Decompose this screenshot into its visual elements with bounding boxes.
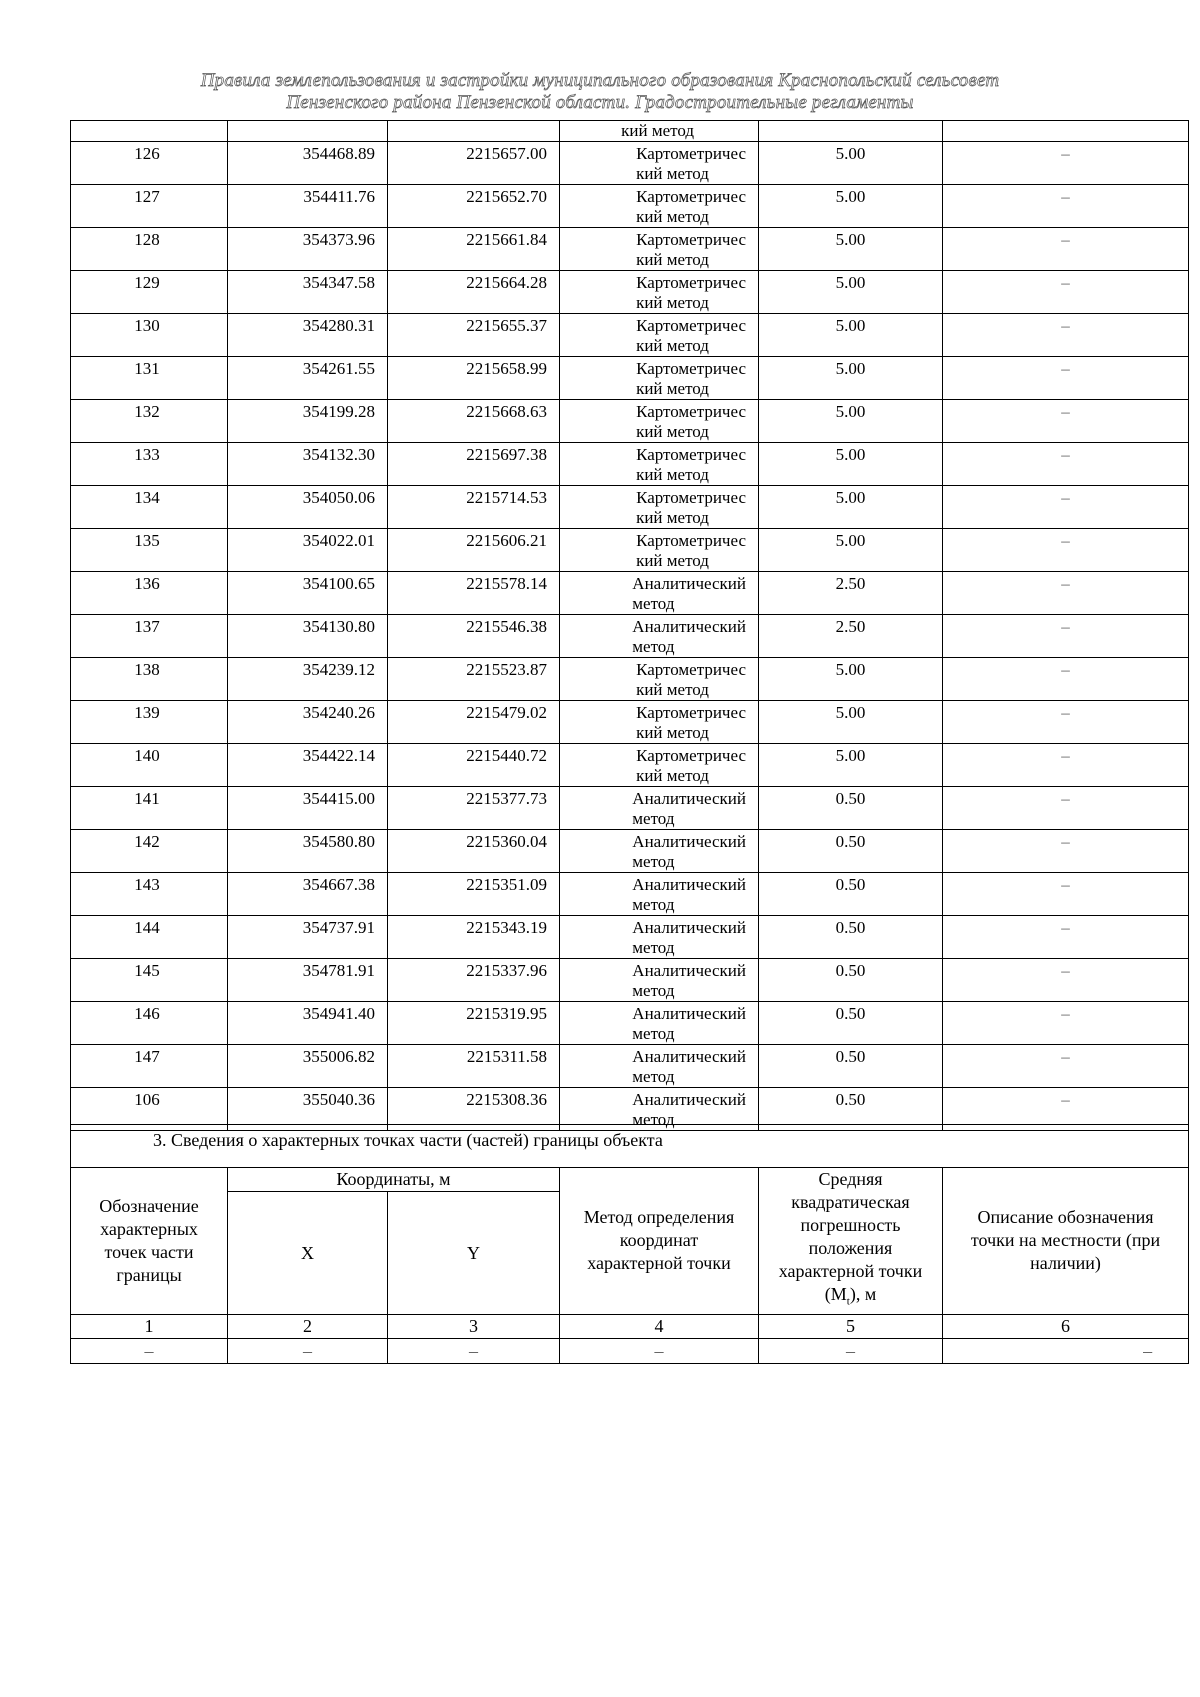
- header-row: [71, 1168, 1189, 1192]
- method-line-2: метод: [632, 809, 675, 828]
- position-error: 5.00: [759, 529, 943, 572]
- method: [560, 400, 759, 443]
- position-error: 0.50: [759, 873, 943, 916]
- method-line-1: Аналитический: [632, 1004, 746, 1023]
- point-description: –: [943, 1045, 1189, 1088]
- method-line-2: метод: [632, 895, 675, 914]
- method: [560, 271, 759, 314]
- method: [560, 1045, 759, 1088]
- method-line-1: Картометричес: [636, 445, 746, 464]
- method-line-2: кий метод: [636, 508, 709, 527]
- point-description: –: [943, 873, 1189, 916]
- coord-y: 2215668.63: [388, 400, 560, 443]
- coord-y: 2215319.95: [388, 1002, 560, 1045]
- col-error: Средняя квадратическая погрешность положения характерной точки $(M_t)$, м: [759, 1168, 943, 1315]
- point-description: –: [943, 830, 1189, 873]
- coord-y: 2215360.04: [388, 830, 560, 873]
- coord-x: 355040.36: [228, 1088, 388, 1131]
- method-line-1: Картометричес: [636, 144, 746, 163]
- table-row: [71, 873, 1189, 916]
- position-error: 5.00: [759, 228, 943, 271]
- method-line-1: Аналитический: [632, 875, 746, 894]
- table-row: [71, 400, 1189, 443]
- point-description: –: [943, 701, 1189, 744]
- method-line-2: кий метод: [636, 551, 709, 570]
- point-number: 144: [71, 916, 228, 959]
- coord-y: 2215343.19: [388, 916, 560, 959]
- method-line-1: Картометричес: [636, 703, 746, 722]
- method-line-2: метод: [632, 852, 675, 871]
- coord-x: 355006.82: [228, 1045, 388, 1088]
- method-line-2: кий метод: [636, 723, 709, 742]
- method-line-1: Картометричес: [636, 660, 746, 679]
- point-description: –: [943, 658, 1189, 701]
- point-number: 136: [71, 572, 228, 615]
- coord-y: 2215578.14: [388, 572, 560, 615]
- point-number: 141: [71, 787, 228, 830]
- point-description: –: [943, 357, 1189, 400]
- method-line-2: метод: [632, 1110, 675, 1129]
- table-row: [71, 529, 1189, 572]
- table-row: [71, 357, 1189, 400]
- table-row: [71, 271, 1189, 314]
- col-method: Метод определения координат характерной точки: [560, 1168, 759, 1315]
- method-line-2: метод: [632, 594, 675, 613]
- coord-y: 2215311.58: [388, 1045, 560, 1088]
- point-number: 135: [71, 529, 228, 572]
- point-description: –: [943, 1088, 1189, 1131]
- coord-y: 2215652.70: [388, 185, 560, 228]
- point-number: 145: [71, 959, 228, 1002]
- method: [560, 744, 759, 787]
- coord-x: 354667.38: [228, 873, 388, 916]
- position-error: 2.50: [759, 615, 943, 658]
- table-row: [71, 1002, 1189, 1045]
- coord-y: 2215657.00: [388, 142, 560, 185]
- table-row: [71, 185, 1189, 228]
- col-y: Y: [388, 1192, 560, 1314]
- empty-data-row: – – – – – –: [71, 1338, 1189, 1363]
- method-line-2: кий метод: [636, 164, 709, 183]
- point-number: 146: [71, 1002, 228, 1045]
- table-row: [71, 615, 1189, 658]
- section-title: 3. Сведения о характерных точках части (частей) границы объекта: [71, 1125, 1189, 1168]
- method: [560, 830, 759, 873]
- table-row: [71, 959, 1189, 1002]
- table-row: [71, 142, 1189, 185]
- point-description: –: [943, 787, 1189, 830]
- coord-y: 2215546.38: [388, 615, 560, 658]
- method: [560, 443, 759, 486]
- table-row: [71, 787, 1189, 830]
- table-row: [71, 228, 1189, 271]
- coord-x: 354199.28: [228, 400, 388, 443]
- point-number: 147: [71, 1045, 228, 1088]
- point-description: –: [943, 615, 1189, 658]
- coord-x: 354022.01: [228, 529, 388, 572]
- position-error: 0.50: [759, 830, 943, 873]
- method: [560, 916, 759, 959]
- method-line-2: кий метод: [636, 293, 709, 312]
- column-numbers-row: 1 2 3 4 5 6: [71, 1314, 1189, 1338]
- point-description: –: [943, 486, 1189, 529]
- boundary-points-table: [70, 120, 1189, 1131]
- method-line-1: Аналитический: [632, 789, 746, 808]
- method-line-2: метод: [632, 1024, 675, 1043]
- point-number: 128: [71, 228, 228, 271]
- coord-y: 2215308.36: [388, 1088, 560, 1131]
- position-error: 5.00: [759, 400, 943, 443]
- method-line-1: Аналитический: [632, 961, 746, 980]
- coord-x: 354373.96: [228, 228, 388, 271]
- point-description: –: [943, 744, 1189, 787]
- point-description: –: [943, 185, 1189, 228]
- method: [560, 959, 759, 1002]
- method: [560, 658, 759, 701]
- coord-y: 2215664.28: [388, 271, 560, 314]
- point-number: 138: [71, 658, 228, 701]
- method-line-1: Аналитический: [632, 617, 746, 636]
- point-description: –: [943, 142, 1189, 185]
- coord-x: 354132.30: [228, 443, 388, 486]
- coord-y: 2215479.02: [388, 701, 560, 744]
- col-description: Описание обозначения точки на местности (при наличии): [943, 1168, 1189, 1315]
- coord-x: 354411.76: [228, 185, 388, 228]
- coord-y: 2215661.84: [388, 228, 560, 271]
- method: [560, 142, 759, 185]
- point-description: –: [943, 916, 1189, 959]
- coord-x: 354347.58: [228, 271, 388, 314]
- point-number: 127: [71, 185, 228, 228]
- method: [560, 314, 759, 357]
- point-number: 139: [71, 701, 228, 744]
- point-number: 126: [71, 142, 228, 185]
- method-line-1: Картометричес: [636, 488, 746, 507]
- header-line-2: Пензенского района Пензенской области. Градостроительные регламенты: [286, 92, 914, 113]
- position-error: 5.00: [759, 443, 943, 486]
- method-line-2: кий метод: [636, 250, 709, 269]
- method: [560, 357, 759, 400]
- point-description: –: [943, 228, 1189, 271]
- position-error: 0.50: [759, 1045, 943, 1088]
- method: [560, 787, 759, 830]
- table-row: [71, 916, 1189, 959]
- coord-x: 354280.31: [228, 314, 388, 357]
- method-line-1: Аналитический: [632, 1090, 746, 1109]
- coord-y: 2215606.21: [388, 529, 560, 572]
- table-row: [71, 314, 1189, 357]
- method-line-2: метод: [632, 637, 675, 656]
- method-line-1: Аналитический: [632, 832, 746, 851]
- method: [560, 529, 759, 572]
- coord-y: 2215351.09: [388, 873, 560, 916]
- coord-x: 354941.40: [228, 1002, 388, 1045]
- table-row: [71, 744, 1189, 787]
- point-number: 130: [71, 314, 228, 357]
- method: [560, 701, 759, 744]
- table-row: [71, 658, 1189, 701]
- position-error: 0.50: [759, 1002, 943, 1045]
- point-number: 134: [71, 486, 228, 529]
- method: [560, 615, 759, 658]
- point-description: –: [943, 1002, 1189, 1045]
- position-error: 5.00: [759, 486, 943, 529]
- table-row: [71, 701, 1189, 744]
- position-error: 5.00: [759, 744, 943, 787]
- coord-y: 2215440.72: [388, 744, 560, 787]
- part-boundary-points-table: [70, 1124, 1189, 1364]
- method-line-1: Аналитический: [632, 918, 746, 937]
- method: [560, 873, 759, 916]
- coord-x: 354415.00: [228, 787, 388, 830]
- method: [560, 1002, 759, 1045]
- position-error: 0.50: [759, 787, 943, 830]
- method-line-2: метод: [632, 938, 675, 957]
- col-x: X: [228, 1192, 388, 1314]
- coord-x: 354580.80: [228, 830, 388, 873]
- position-error: 0.50: [759, 916, 943, 959]
- method-line-1: Картометричес: [636, 230, 746, 249]
- method-line-2: кий метод: [636, 422, 709, 441]
- position-error: 5.00: [759, 314, 943, 357]
- point-description: –: [943, 271, 1189, 314]
- method-line-1: Картометричес: [636, 316, 746, 335]
- coord-x: 354100.65: [228, 572, 388, 615]
- method: [560, 572, 759, 615]
- method: [560, 486, 759, 529]
- position-error: 5.00: [759, 658, 943, 701]
- coord-x: 354737.91: [228, 916, 388, 959]
- position-error: 5.00: [759, 357, 943, 400]
- position-error: 5.00: [759, 185, 943, 228]
- point-number: 129: [71, 271, 228, 314]
- method-line-2: кий метод: [636, 336, 709, 355]
- coord-x: 354422.14: [228, 744, 388, 787]
- method-continuation: кий метод: [621, 121, 694, 140]
- method-line-1: Картометричес: [636, 359, 746, 378]
- table-row: [71, 121, 1189, 142]
- point-number: 142: [71, 830, 228, 873]
- col-coords: Координаты, м: [228, 1168, 560, 1192]
- coord-y: 2215523.87: [388, 658, 560, 701]
- method-line-2: кий метод: [636, 680, 709, 699]
- table-row: [71, 830, 1189, 873]
- point-number: 132: [71, 400, 228, 443]
- point-description: –: [943, 572, 1189, 615]
- position-error: 5.00: [759, 701, 943, 744]
- method: [560, 228, 759, 271]
- method-line-1: Картометричес: [636, 187, 746, 206]
- coord-y: 2215377.73: [388, 787, 560, 830]
- table-row: [71, 1045, 1189, 1088]
- method-line-1: Аналитический: [632, 574, 746, 593]
- point-number: 131: [71, 357, 228, 400]
- method-line-1: Картометричес: [636, 402, 746, 421]
- coord-x: 354130.80: [228, 615, 388, 658]
- coord-x: 354050.06: [228, 486, 388, 529]
- method-line-1: Аналитический: [632, 1047, 746, 1066]
- point-number: 143: [71, 873, 228, 916]
- point-description: –: [943, 314, 1189, 357]
- point-description: –: [943, 400, 1189, 443]
- method-line-1: Картометричес: [636, 273, 746, 292]
- page-header: [0, 70, 1200, 114]
- method-line-2: кий метод: [636, 379, 709, 398]
- table-row: [71, 572, 1189, 615]
- method: [560, 185, 759, 228]
- table-row: [71, 443, 1189, 486]
- point-number: 140: [71, 744, 228, 787]
- col-designation: Обозначение характерных точек части границы: [71, 1168, 228, 1315]
- method-line-1: Картометричес: [636, 746, 746, 765]
- header-line-1: Правила землепользования и застройки муниципального образования Краснопольский сельсовет: [200, 70, 1000, 91]
- coord-x: 354468.89: [228, 142, 388, 185]
- method-line-2: кий метод: [636, 766, 709, 785]
- section-title-row: [71, 1125, 1189, 1168]
- coord-y: 2215337.96: [388, 959, 560, 1002]
- coord-y: 2215697.38: [388, 443, 560, 486]
- method-line-2: кий метод: [636, 207, 709, 226]
- method-line-2: метод: [632, 1067, 675, 1086]
- point-number: 106: [71, 1088, 228, 1131]
- position-error: 5.00: [759, 271, 943, 314]
- method-line-2: метод: [632, 981, 675, 1000]
- coord-x: 354261.55: [228, 357, 388, 400]
- point-description: –: [943, 529, 1189, 572]
- method-line-1: Картометричес: [636, 531, 746, 550]
- position-error: 5.00: [759, 142, 943, 185]
- position-error: 0.50: [759, 959, 943, 1002]
- coord-y: 2215658.99: [388, 357, 560, 400]
- coord-x: 354781.91: [228, 959, 388, 1002]
- position-error: 0.50: [759, 1088, 943, 1131]
- point-number: 133: [71, 443, 228, 486]
- coord-y: 2215714.53: [388, 486, 560, 529]
- point-description: –: [943, 443, 1189, 486]
- table-row: [71, 486, 1189, 529]
- coord-y: 2215655.37: [388, 314, 560, 357]
- point-number: 137: [71, 615, 228, 658]
- coord-x: 354239.12: [228, 658, 388, 701]
- method-line-2: кий метод: [636, 465, 709, 484]
- point-description: –: [943, 959, 1189, 1002]
- coord-x: 354240.26: [228, 701, 388, 744]
- position-error: 2.50: [759, 572, 943, 615]
